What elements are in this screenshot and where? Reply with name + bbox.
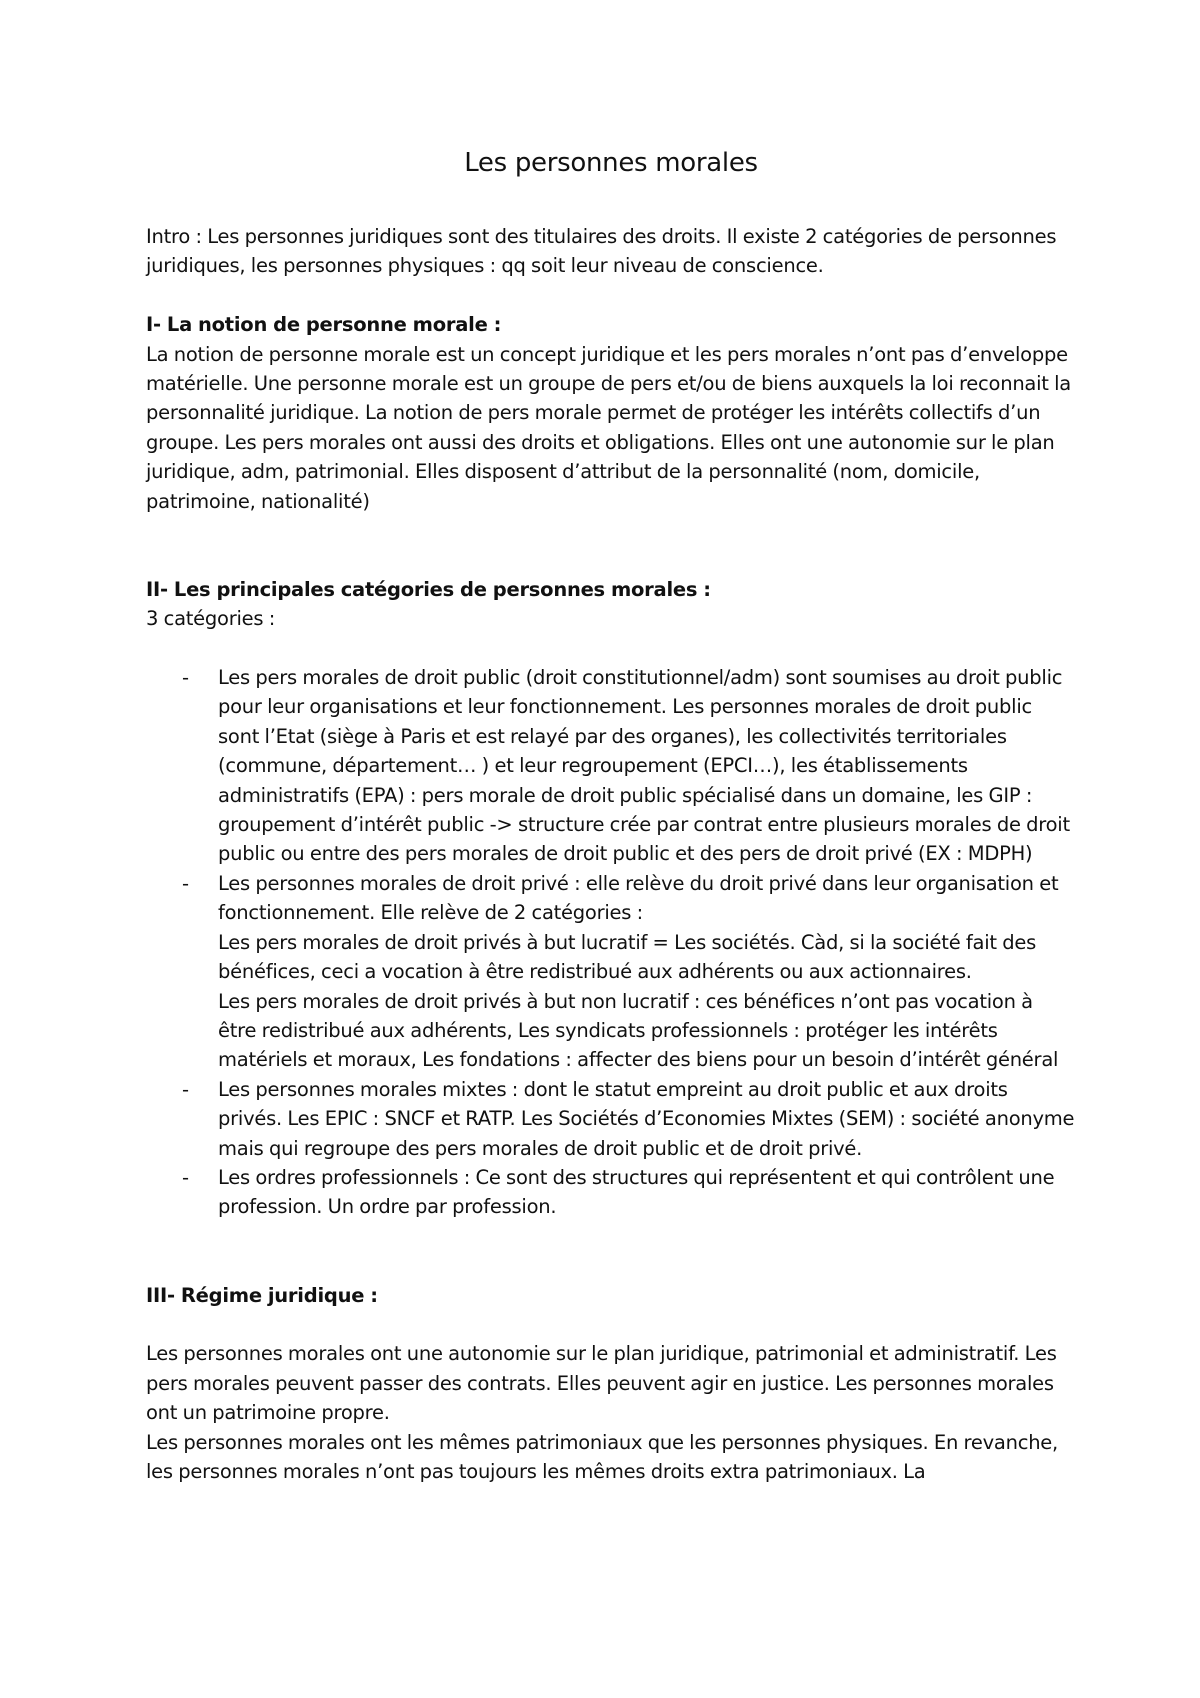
list-item <box>218 1163 1076 1222</box>
section2-heading: II- Les principales catégories de personnes morales : <box>146 577 711 601</box>
spacer <box>146 634 1076 663</box>
section1-body: La notion de personne morale est un concept juridique et les pers morales n’ont pas d’enveloppe matérielle. Une personne morale est un groupe de pers et/ou de biens auxquels la loi reconnait la personnalité juridique. La notion de pers morale permet de protéger les intérêts collectifs d’un groupe. Les pers morales ont aussi des droits et obligations. Elles ont une autonomie sur le plan juridique, adm, patrimonial. Elles disposent d’attribut de la personnalité (nom, domicile, patrimoine, nationalité) <box>146 342 1072 513</box>
intro-paragraph: Intro : Les personnes juridiques sont des titulaires des droits. Il existe 2 catégories de personnes juridiques, les personnes physiques : qq soit leur niveau de conscience. <box>146 225 1057 278</box>
section3-heading: III- Régime juridique : <box>146 1283 378 1307</box>
list-item <box>218 1075 1076 1163</box>
list-item-text: Les pers morales de droit privés à but non lucratif : ces bénéfices n’ont pas vocation à être redistribué aux adhérents, Les syndicats professionnels : protéger les intérêts matériels et moraux, Les fondations : affecter des biens pour un besoin d’intérêt général <box>218 989 1059 1072</box>
list-item-text: - Les personnes morales mixtes : dont le statut empreint au droit public et aux droits privés. Les EPIC : SNCF et RATP. Les Sociétés d’Economies Mixtes (SEM) : société anonyme mais qui regroupe des pers morales de droit public et de droit privé. <box>218 1077 1075 1160</box>
spacer <box>146 1310 1076 1339</box>
list-item <box>218 663 1076 869</box>
section3-paragraph: Les personnes morales ont une autonomie sur le plan juridique, patrimonial et administratif. Les pers morales peuvent passer des contrats. Elles peuvent agir en justice. Les personnes morales ont un patrimoine propre. <box>146 1342 1057 1425</box>
list-item-text: - Les pers morales de droit public (droit constitutionnel/adm) sont soumises au droit public pour leur organisations et leur fonctionnement. Les personnes morales de droit public sont l’Etat (siège à Paris et est relayé par des organes), les collectivités territoriales (commune, département… ) et leur regroupement (EPCI…), les établissements administratifs (EPA) : pers morale de droit public spécialisé dans un domaine, les GIP : groupement d’intérêt public -> structure crée par contrat entre plusieurs morales de droit public ou entre des pers morales de droit public et des pers de droit privé (EX : MDPH) <box>218 666 1070 866</box>
spacer <box>146 281 1076 310</box>
list-item-text: Les pers morales de droit privés à but lucratif = Les sociétés. Càd, si la société fait des bénéfices, ceci a vocation à être redistribué aux adhérents ou aux actionnaires. <box>218 930 1036 984</box>
list-item <box>218 869 1076 1075</box>
section3-paragraph: Les personnes morales ont les mêmes patrimoniaux que les personnes physiques. En revanche, les personnes morales n’ont pas toujours les mêmes droits extra patrimoniaux. La <box>146 1430 1058 1483</box>
document-title: Les personnes morales <box>464 148 758 178</box>
list-item-text: - Les ordres professionnels : Ce sont des structures qui représentent et qui contrôlent une profession. Un ordre par profession. <box>218 1165 1055 1219</box>
section1-heading: I- La notion de personne morale : <box>146 313 502 337</box>
categories-list <box>146 663 1076 1222</box>
spacer <box>146 1222 1076 1281</box>
document-content <box>146 222 1076 1486</box>
section2-subheading: 3 catégories : <box>146 607 276 631</box>
spacer <box>146 516 1076 575</box>
list-item-text: - Les personnes morales de droit privé : elle relève du droit privé dans leur organisation et fonctionnement. Elle relève de 2 catégories : <box>218 871 1059 925</box>
